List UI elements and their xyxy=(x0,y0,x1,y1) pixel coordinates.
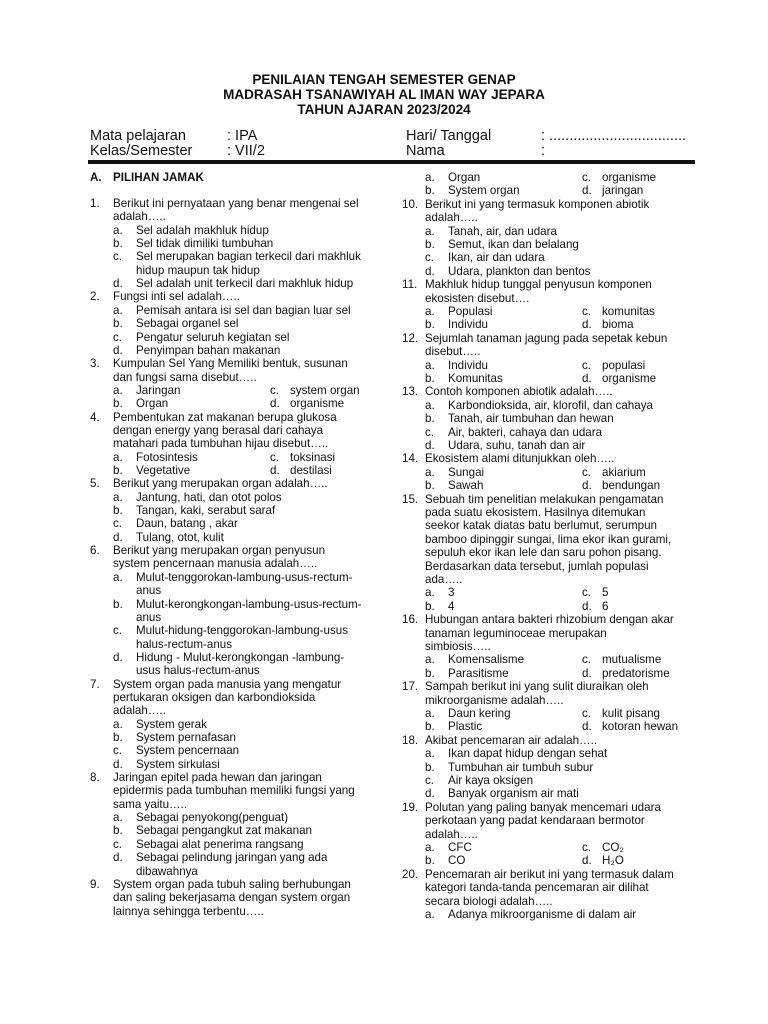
option-text: Mulut-kerongkongan-lambung-usus-rectum- xyxy=(136,597,362,611)
option-text: CO xyxy=(448,854,466,868)
option-letter: d. xyxy=(582,720,592,734)
option-text: Tanah, air, dan udara xyxy=(448,224,557,238)
name-value: : xyxy=(541,143,546,159)
option-letter: c. xyxy=(582,586,592,600)
section-title: PILIHAN JAMAK xyxy=(113,171,204,184)
option-letter: a. xyxy=(113,223,123,237)
option-text: Sebagai pelindung jaringan yang ada xyxy=(136,851,328,865)
option-text: System gerak xyxy=(136,717,207,731)
option-letter: d. xyxy=(582,184,592,198)
option-text: Mulut-hidung-tenggorokan-lambung-usus xyxy=(136,624,349,638)
option-text: kotoran hewan xyxy=(602,720,679,734)
option-text: organisme xyxy=(602,372,657,385)
question-text: Hubungan antara bakteri rhizobium dengan akar xyxy=(425,613,674,627)
option-letter: d. xyxy=(582,599,592,613)
option-letter: a. xyxy=(425,747,435,761)
question-text: dan fungsi sama disebut….. xyxy=(113,370,257,384)
question-text: lainnya sehingga terbentu….. xyxy=(113,904,264,918)
option-text: Ikan, air dan udara xyxy=(448,251,545,265)
question-text: dan saling bekerjasama dengan system organ xyxy=(113,891,351,905)
option-text: System pernafasan xyxy=(136,731,236,744)
question-text: Polutan yang paling banyak mencemari udara xyxy=(425,800,661,814)
option-letter: a. xyxy=(425,358,435,372)
option-text: organisme xyxy=(290,397,345,411)
option-letter: d. xyxy=(270,464,280,477)
option-text: Sebagai pengangkut zat makanan xyxy=(136,824,312,838)
question-text: simbiosis….. xyxy=(425,640,491,653)
option-letter: c. xyxy=(113,330,123,344)
question-number: 19. xyxy=(402,800,419,814)
question-number: 11. xyxy=(402,278,418,292)
option-text: Tanah, air tumbuhan dan hewan xyxy=(448,412,614,426)
option-letter: b. xyxy=(425,854,435,868)
option-text: Sel merupakan bagian terkecil dari makhluk xyxy=(136,250,361,264)
option-text: Tangan, kaki, serabut saraf xyxy=(136,504,276,518)
option-letter: d. xyxy=(582,372,592,385)
question-number: 2. xyxy=(90,290,100,304)
option-continuation: halus-rectum-anus xyxy=(136,637,233,651)
option-text: Mulut-tenggorokan-lambung-usus-rectum- xyxy=(136,570,353,584)
option-letter: c. xyxy=(425,251,435,265)
question-text: matahari pada tumbuhan hijau disebut….. xyxy=(113,437,329,451)
option-letter: b. xyxy=(425,184,435,198)
question-number: 13. xyxy=(402,385,419,399)
option-continuation: usus halus-rectum-anus xyxy=(136,664,260,678)
option-letter: c. xyxy=(582,305,592,318)
option-letter: b. xyxy=(425,318,435,332)
question-text: system pencernaan manusia adalah….. xyxy=(113,557,318,571)
option-text: jaringan xyxy=(602,184,644,198)
question-number: 14. xyxy=(402,452,419,466)
option-text: CFC xyxy=(448,841,472,854)
option-letter: b. xyxy=(113,731,123,744)
section-letter: A. xyxy=(90,171,102,184)
question-text: System organ pada tubuh saling berhubungan xyxy=(113,877,351,891)
question-text: adalah….. xyxy=(113,210,166,224)
option-text: Jantung, hati, dan otot polos xyxy=(136,490,282,504)
option-letter: b. xyxy=(113,597,123,611)
option-letter: b. xyxy=(425,479,435,493)
option-text: Sebagai organel sel xyxy=(136,317,239,331)
question-number: 16. xyxy=(402,613,419,627)
option-letter: c. xyxy=(582,358,592,372)
option-text: Ikan dapat hidup dengan sehat xyxy=(448,747,608,761)
option-text: Komunitas xyxy=(448,372,503,385)
option-letter: a. xyxy=(425,305,435,318)
option-letter: a. xyxy=(113,303,123,317)
question-text: perkotaan yang padat kendaraan bermotor xyxy=(425,814,645,828)
option-text: predatorisme xyxy=(602,666,670,680)
question-text: adalah….. xyxy=(113,704,166,718)
option-letter: a. xyxy=(113,450,123,464)
option-letter: d. xyxy=(113,851,123,865)
option-letter: c. xyxy=(582,841,592,854)
question-text: dengan energy yang berasal dari cahaya xyxy=(113,423,324,437)
question-text: ada….. xyxy=(425,573,463,586)
option-letter: a. xyxy=(425,224,435,238)
subject-label: Mata pelajaran xyxy=(90,128,186,144)
question-number: 3. xyxy=(90,357,100,371)
question-text: seekor katak diatas batu berlumut, serumpun xyxy=(425,519,657,533)
option-text: Karbondioksida, air, klorofil, dan cahaya xyxy=(448,398,653,412)
option-text: Hidung - Mulut-kerongkongan -lambung- xyxy=(136,650,345,664)
question-number: 4. xyxy=(90,410,100,424)
option-text: Air kaya oksigen xyxy=(448,774,534,787)
option-letter: a. xyxy=(425,171,435,184)
option-letter: b. xyxy=(425,372,435,385)
option-text: Plastic xyxy=(448,720,483,734)
option-letter: c. xyxy=(113,624,123,638)
option-text: kulit pisang xyxy=(602,707,661,720)
option-text: 5 xyxy=(602,586,609,600)
question-text: Sejumlah tanaman jagung pada sepetak kebun xyxy=(425,331,668,345)
class-label: Kelas/Semester xyxy=(90,143,193,159)
question-text: Contoh komponen abiotik adalah….. xyxy=(425,385,613,399)
option-letter: c. xyxy=(270,450,280,464)
option-text: System organ xyxy=(448,184,520,198)
option-text: Sel adalah makhluk hidup xyxy=(136,223,269,237)
option-text: Komensalisme xyxy=(448,653,525,667)
option-text: Sebagai penyokong(penguat) xyxy=(136,811,289,825)
option-text: bendungan xyxy=(602,479,661,493)
question-text: Ekosistem alami ditunjukkan oleh….. xyxy=(425,452,615,466)
option-text: Tulang, otot, kulit xyxy=(136,530,224,544)
option-text: Daun, batang , akar xyxy=(136,517,238,531)
question-number: 5. xyxy=(90,477,100,491)
option-letter: d. xyxy=(425,787,435,801)
question-number: 1. xyxy=(90,197,100,210)
option-text: mutualisme xyxy=(602,653,662,667)
option-text: Sel adalah unit terkecil dari makhluk hidup xyxy=(136,277,354,291)
title-line-2: MADRASAH TSANAWIYAH AL IMAN WAY JEPARA xyxy=(223,87,545,102)
option-text: akiarium xyxy=(602,465,646,479)
option-text: Sel tidak dimiliki tumbuhan xyxy=(136,237,274,251)
option-letter: a. xyxy=(113,811,123,825)
question-number: 15. xyxy=(402,492,419,506)
option-letter: b. xyxy=(425,666,435,680)
option-letter: d. xyxy=(582,318,592,332)
option-letter: a. xyxy=(425,653,435,667)
header-divider xyxy=(88,160,695,164)
option-letter: b. xyxy=(113,317,123,331)
title-line-3: TAHUN AJARAN 2023/2024 xyxy=(297,102,471,117)
option-text: 3 xyxy=(448,586,455,600)
question-text: pada suatu ekosistem. Hasilnya ditemukan xyxy=(425,506,646,519)
option-letter: b. xyxy=(113,397,123,411)
option-letter: a. xyxy=(113,383,123,397)
question-number: 8. xyxy=(90,771,100,785)
question-text: Makhluk hidup tunggal penyusun komponen xyxy=(425,278,652,292)
option-text: Udara, suhu, tanah dan air xyxy=(448,439,586,452)
option-letter: d. xyxy=(113,530,123,544)
question-text: sama yaitu….. xyxy=(113,797,188,811)
option-letter: d. xyxy=(113,277,123,291)
question-text: System organ pada manusia yang mengatur xyxy=(113,677,342,691)
question-number: 17. xyxy=(402,680,419,694)
title-line-1: PENILAIAN TENGAH SEMESTER GENAP xyxy=(252,72,516,87)
option-text: Daun kering xyxy=(448,707,511,720)
option-letter: c. xyxy=(270,383,280,397)
question-text: tanaman leguminoceae merupakan xyxy=(425,626,607,640)
option-text: bioma xyxy=(602,318,634,332)
option-text: organisme xyxy=(602,171,657,184)
option-text: Individu xyxy=(448,358,488,372)
date-value: : .................................. xyxy=(541,128,687,144)
question-text: Kumpulan Sel Yang Memiliki bentuk, susunan xyxy=(113,357,348,371)
option-text: Udara, plankton dan bentos xyxy=(448,264,591,278)
option-text: Penyimpan bahan makanan xyxy=(136,343,281,357)
option-text: Jaringan xyxy=(136,383,181,397)
option-letter: a. xyxy=(425,707,435,720)
option-text: Adanya mikroorganisme di dalam air xyxy=(448,908,637,921)
section-heading xyxy=(90,171,204,184)
option-letter: a. xyxy=(425,841,435,854)
option-letter: d. xyxy=(113,757,123,771)
option-text: H₂O xyxy=(602,854,624,868)
option-text: Organ xyxy=(448,171,481,184)
question-number: 9. xyxy=(90,877,100,891)
subject-value: : IPA xyxy=(227,128,258,144)
option-letter: b. xyxy=(113,464,123,477)
option-letter: b. xyxy=(425,720,435,734)
question-number: 20. xyxy=(402,867,419,881)
question-text: Berikut ini yang termasuk komponen abiotik xyxy=(425,197,650,211)
name-label: Nama xyxy=(406,143,445,159)
option-letter: a. xyxy=(113,717,123,731)
option-text: System sirkulasi xyxy=(136,757,220,771)
question-number: 18. xyxy=(402,733,419,747)
option-text: Individu xyxy=(448,318,488,332)
option-letter: d. xyxy=(582,854,592,868)
option-letter: c. xyxy=(582,171,592,184)
option-letter: c. xyxy=(113,744,123,758)
option-letter: d. xyxy=(582,666,592,680)
option-continuation: dibawahnya xyxy=(136,864,198,878)
question-text: disebut….. xyxy=(425,345,481,359)
option-letter: a. xyxy=(425,586,435,600)
option-continuation: hidup maupun tak hidup xyxy=(136,263,260,277)
option-text: Organ xyxy=(136,397,169,411)
question-text: sepuluh ekor ikan lele dan saru pohon pisang. xyxy=(425,546,662,560)
question-text: adalah….. xyxy=(425,211,478,225)
option-text: destilasi xyxy=(290,464,332,477)
option-text: Fotosintesis xyxy=(136,450,198,464)
option-text: CO₂ xyxy=(602,841,624,854)
option-text: system organ xyxy=(290,383,360,397)
option-text: Sawah xyxy=(448,479,484,493)
option-text: Tumbuhan air tumbuh subur xyxy=(448,760,594,774)
option-letter: b. xyxy=(113,237,123,251)
question-text: secara biologi adalah….. xyxy=(425,894,553,908)
question-text: epidermis pada tumbuhan memiliki fungsi yang xyxy=(113,784,355,798)
question-text: Berikut ini pernyataan yang benar mengenai sel xyxy=(113,197,359,210)
option-letter: a. xyxy=(425,465,435,479)
option-letter: a. xyxy=(113,570,123,584)
option-text: System pencernaan xyxy=(136,744,240,758)
date-label: Hari/ Tanggal xyxy=(406,128,492,144)
option-text: Banyak organism air mati xyxy=(448,787,579,801)
question-text: bamboo dipinggir sungai, lima ekor ikan gurami, xyxy=(425,532,672,546)
option-text: komunitas xyxy=(602,305,655,318)
option-letter: c. xyxy=(582,707,592,720)
question-number: 12. xyxy=(402,331,419,345)
option-letter: b. xyxy=(425,412,435,426)
option-continuation: anus xyxy=(136,610,162,624)
option-text: 6 xyxy=(602,599,609,613)
question-text: kategori tanda-tanda pencemaran air dilihat xyxy=(425,881,649,895)
option-text: populasi xyxy=(602,358,646,372)
option-letter: d. xyxy=(582,479,592,493)
question-text: ekosisten disebut…. xyxy=(425,291,530,305)
question-text: Fungsi inti sel adalah….. xyxy=(113,290,240,304)
question-number: 7. xyxy=(90,677,100,691)
option-text: Pengatur seluruh kegiatan sel xyxy=(136,330,290,344)
option-letter: b. xyxy=(425,238,435,251)
question-text: Jaringan epitel pada hewan dan jaringan xyxy=(113,771,322,785)
question-text: Berikut yang merupakan organ adalah….. xyxy=(113,477,328,491)
option-letter: c. xyxy=(113,250,123,264)
option-letter: d. xyxy=(425,439,435,452)
question-text: Sampah berikut ini yang sulit diuraikan oleh xyxy=(425,680,649,694)
option-text: Populasi xyxy=(448,305,493,318)
question-number: 6. xyxy=(90,544,100,558)
option-letter: c. xyxy=(582,465,592,479)
question-text: Berikut yang merupakan organ penyusun xyxy=(113,544,326,558)
option-letter: a. xyxy=(425,908,435,921)
class-value: : VII/2 xyxy=(227,143,265,159)
option-letter: c. xyxy=(582,653,592,667)
option-text: 4 xyxy=(448,599,455,613)
option-text: Semut, ikan dan belalang xyxy=(448,238,579,251)
option-letter: b. xyxy=(425,599,435,613)
option-letter: c. xyxy=(113,517,123,531)
option-letter: b. xyxy=(113,504,123,518)
option-continuation: anus xyxy=(136,584,162,598)
option-letter: d. xyxy=(270,397,280,411)
option-letter: c. xyxy=(113,837,123,851)
option-letter: d. xyxy=(113,650,123,664)
question-text: Sebuah tim penelitian melakukan pengamatan xyxy=(425,492,664,506)
question-number: 10. xyxy=(402,197,419,211)
option-text: Pemisah antara isi sel dan bagian luar sel xyxy=(136,303,351,317)
question-text: adalah….. xyxy=(425,827,478,841)
option-letter: b. xyxy=(113,824,123,838)
question-text: Pembentukan zat makanan berupa glukosa xyxy=(113,410,337,424)
option-letter: c. xyxy=(425,425,435,439)
option-text: toksinasi xyxy=(290,450,336,464)
option-letter: d. xyxy=(425,264,435,278)
question-text: Akibat pencemaran air adalah….. xyxy=(425,733,598,747)
question-text: Pencemaran air berikut ini yang termasuk dalam xyxy=(425,867,674,881)
option-text: Parasitisme xyxy=(448,666,509,680)
option-text: Vegetative xyxy=(136,464,191,477)
option-text: Sungai xyxy=(448,465,485,479)
question-text: pertukaran oksigen dan karbondioksida xyxy=(113,690,316,704)
option-text: Air, bakteri, cahaya dan udara xyxy=(448,425,603,439)
option-letter: b. xyxy=(425,760,435,774)
question-text: mikroorganisme adalah….. xyxy=(425,693,564,707)
option-letter: d. xyxy=(113,343,123,357)
option-letter: c. xyxy=(425,774,435,787)
option-text: Sebagai alat penerima rangsang xyxy=(136,837,304,851)
option-letter: a. xyxy=(113,490,123,504)
question-text: Berdasarkan data tersebut, jumlah populasi xyxy=(425,559,649,573)
option-letter: a. xyxy=(425,398,435,412)
